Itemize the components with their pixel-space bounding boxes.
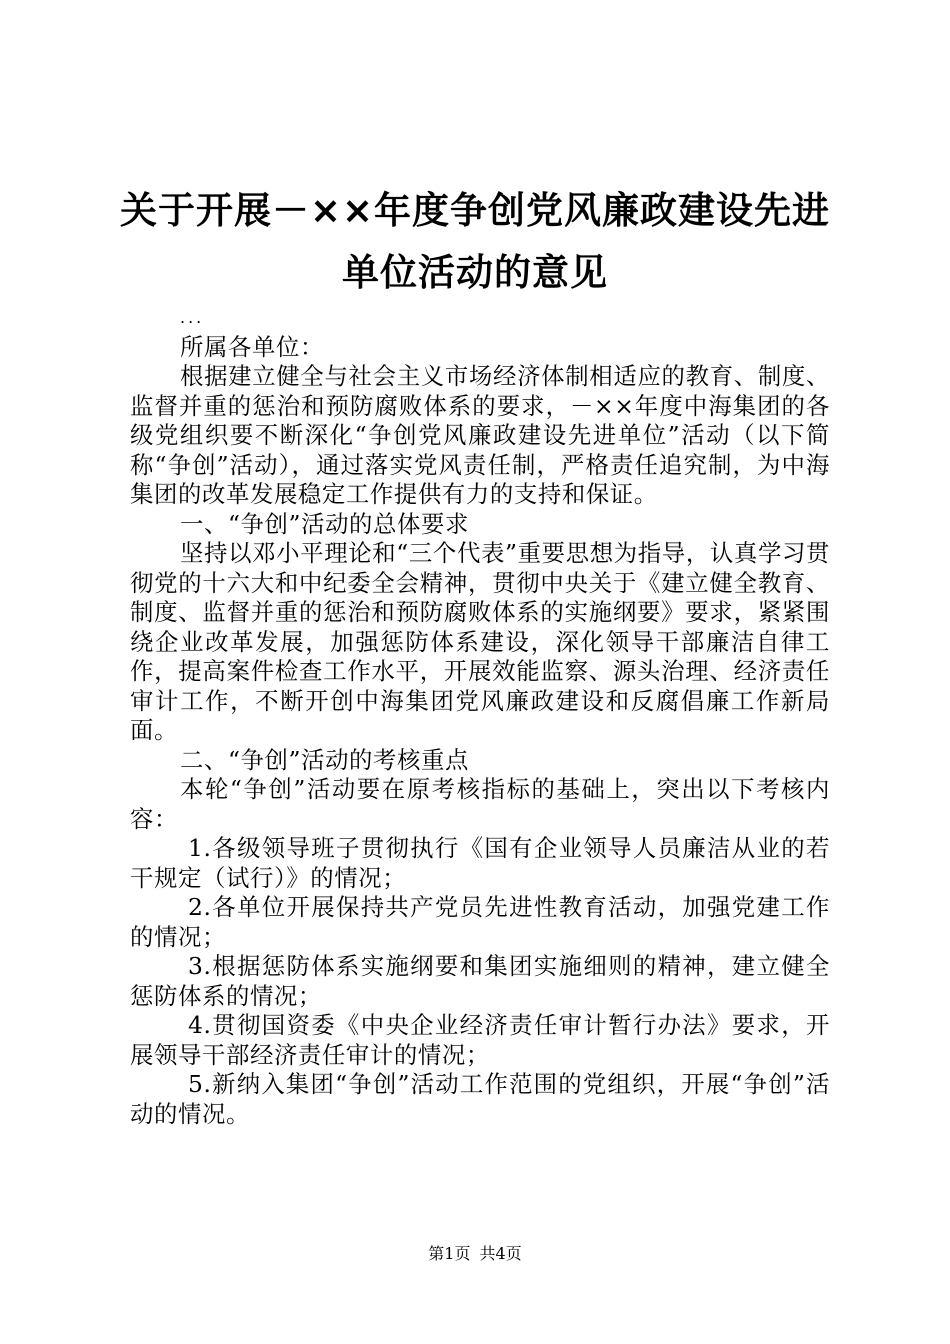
list-item: 1.各级领导班子贯彻执行《国有企业领导人员廉洁从业的若干规定（试行）》的情况；: [130, 834, 830, 892]
list-item: 4.贯彻国资委《中央企业经济责任审计暂行办法》要求，开展领导干部经济责任审计的情况；: [130, 1011, 830, 1069]
section-heading-2: 二、“争创”活动的考核重点: [180, 745, 470, 774]
section-1-paragraph: 坚持以邓小平理论和“三个代表”重要思想为指导，认真学习贯彻党的十六大和中纪委全会精神，贯彻中央关于《建立健全教育、制度、监督并重的惩治和预防腐败体系的实施纲要》要求，紧紧围绕企业改革发展，加强惩防体系建设，深化领导干部廉洁自律工作，提高案件检查工作水平，开展效能监察、源头治理、经济责任审计工作，不断开创中海集团党风廉政建设和反腐倡廉工作新局面。: [130, 539, 830, 744]
list-item: 3.根据惩防体系实施纲要和集团实施细则的精神，建立健全惩防体系的情况；: [130, 952, 830, 1010]
salutation: 所属各单位：: [180, 332, 324, 361]
page-footer: [0, 1244, 950, 1264]
list-item: 2.各单位开展保持共产党员先进性教育活动，加强党建工作的情况；: [130, 893, 830, 951]
document-title: 关于开展－××年度争创党风廉政建设先进单位活动的意见: [120, 189, 831, 294]
page-total: 共4页: [479, 1244, 522, 1263]
section-2-intro: 本轮“争创”活动要在原考核指标的基础上，突出以下考核内容：: [130, 775, 830, 833]
intro-paragraph: 根据建立健全与社会主义市场经济体制相适应的教育、制度、监督并重的惩治和预防腐败体系的要求，－××年度中海集团的各级党组织要不断深化“争创党风廉政建设先进单位”活动（以下简称“争创”活动），通过落实党风责任制，严格责任追究制，为中海集团的改革发展稳定工作提供有力的支持和保证。: [130, 362, 830, 508]
list-item: 5.新纳入集团“争创”活动工作范围的党组织，开展“争创”活动的情况。: [130, 1070, 830, 1128]
ellipsis-marker: ...: [180, 308, 205, 327]
document-body: [130, 303, 830, 1129]
section-heading-1: 一、“争创”活动的总体要求: [180, 509, 470, 538]
page-number: 第1页: [428, 1244, 471, 1263]
